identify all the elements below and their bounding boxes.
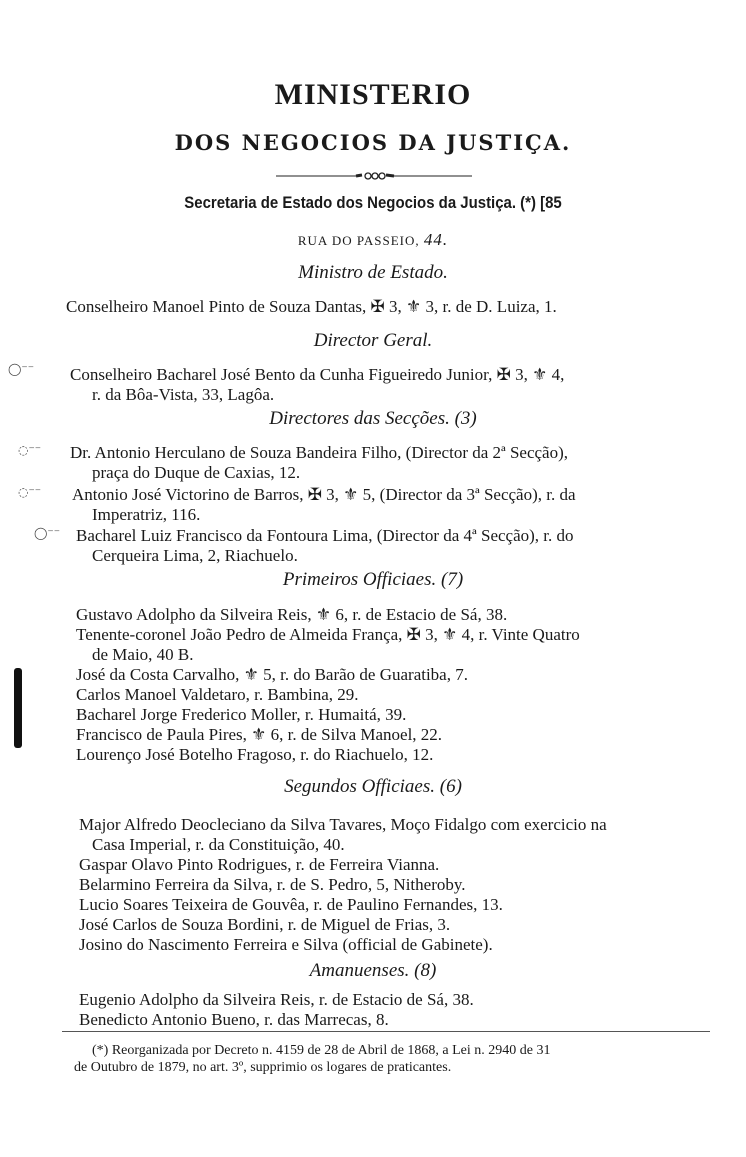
margin-mark: ◌⁻⁻ — [18, 443, 42, 457]
directores-line: Dr. Antonio Herculano de Souza Bandeira Filho, (Director da 2ª Secção), — [70, 443, 569, 462]
primeiros-line: Lourenço José Botelho Fragoso, r. do Riachuelo, 12. — [76, 745, 434, 764]
directores-line: praça do Duque de Caxias, 12. — [92, 463, 301, 482]
footnote-line: (*) Reorganizada por Decreto n. 4159 de 28 de Abril de 1868, a Lei n. 2940 de 31 — [92, 1043, 551, 1058]
secretaria-heading: Secretaria de Estado dos Negocios da Justiça. (*) [85 — [184, 193, 562, 212]
footnote-line: de Outubro de 1879, no art. 3º, supprimio os logares de praticantes. — [74, 1060, 452, 1075]
heading-primeiros: Primeiros Officiaes. (7) — [282, 569, 464, 590]
margin-mark: ◯⁻⁻ — [34, 526, 61, 540]
primeiros-line: Francisco de Paula Pires, ⚜ 6, r. de Silva Manoel, 22. — [76, 725, 443, 744]
directores-line: Imperatriz, 116. — [92, 505, 201, 524]
primeiros-line: José da Costa Carvalho, ⚜ 5, r. do Barão de Guaratiba, 7. — [76, 665, 468, 684]
address-number: 44. — [423, 230, 449, 249]
primeiros-line: Gustavo Adolpho da Silveira Reis, ⚜ 6, r. de Estacio de Sá, 38. — [76, 605, 508, 624]
address-line — [0, 230, 746, 250]
margin-bar — [14, 668, 22, 748]
margin-mark: ◯⁻⁻ — [8, 362, 35, 376]
page-subtitle: DOS NEGOCIOS DA JUSTIÇA. — [174, 130, 572, 155]
ministro-line: Conselheiro Manoel Pinto de Souza Dantas, ✠ 3, ⚜ 3, r. de D. Luiza, 1. — [66, 297, 557, 316]
director-geral-line: r. da Bôa-Vista, 33, Lagôa. — [92, 385, 275, 404]
address-prefix: RUA DO PASSEIO, — [297, 233, 420, 248]
primeiros-line: Bacharel Jorge Frederico Moller, r. Humaitá, 39. — [76, 705, 407, 724]
amanuenses-line: Eugenio Adolpho da Silveira Reis, r. de Estacio de Sá, 38. — [79, 990, 474, 1009]
footnote-rule — [62, 1031, 710, 1032]
amanuenses-line: Benedicto Antonio Bueno, r. das Marrecas, 8. — [79, 1010, 389, 1029]
heading-directores: Directores das Secções. (3) — [269, 408, 477, 429]
segundos-line: Casa Imperial, r. da Constituição, 40. — [92, 835, 345, 854]
segundos-line: Belarmino Ferreira da Silva, r. de S. Pedro, 5, Nitheroby. — [79, 875, 466, 894]
director-geral-line: Conselheiro Bacharel José Bento da Cunha Figueiredo Junior, ✠ 3, ⚜ 4, — [70, 365, 565, 384]
page-title: MINISTERIO — [274, 78, 472, 111]
directores-line: Bacharel Luiz Francisco da Fontoura Lima, (Director da 4ª Secção), r. do — [76, 526, 574, 545]
segundos-line: Major Alfredo Deocleciano da Silva Tavares, Moço Fidalgo com exercicio na — [79, 815, 607, 834]
segundos-line: José Carlos de Souza Bordini, r. de Miguel de Frias, 3. — [79, 915, 451, 934]
margin-mark: ◌⁻⁻ — [18, 485, 42, 499]
heading-segundos: Segundos Officiaes. (6) — [284, 776, 462, 797]
heading-amanuenses: Amanuenses. (8) — [309, 960, 437, 981]
primeiros-line: Tenente-coronel João Pedro de Almeida França, ✠ 3, ⚜ 4, r. Vinte Quatro — [76, 625, 580, 644]
directores-line: Cerqueira Lima, 2, Riachuelo. — [92, 546, 298, 565]
segundos-line: Lucio Soares Teixeira de Gouvêa, r. de Paulino Fernandes, 13. — [79, 895, 503, 914]
segundos-line: Josino do Nascimento Ferreira e Silva (official de Gabinete). — [79, 935, 493, 954]
primeiros-line: de Maio, 40 B. — [92, 645, 194, 664]
primeiros-line: Carlos Manoel Valdetaro, r. Bambina, 29. — [76, 685, 359, 704]
heading-director-geral: Director Geral. — [313, 330, 433, 351]
ornament-divider — [276, 171, 472, 181]
directores-line: Antonio José Victorino de Barros, ✠ 3, ⚜ 5, (Director da 3ª Secção), r. da — [72, 485, 576, 504]
heading-ministro: Ministro de Estado. — [298, 262, 448, 283]
segundos-line: Gaspar Olavo Pinto Rodrigues, r. de Ferreira Vianna. — [79, 855, 440, 874]
